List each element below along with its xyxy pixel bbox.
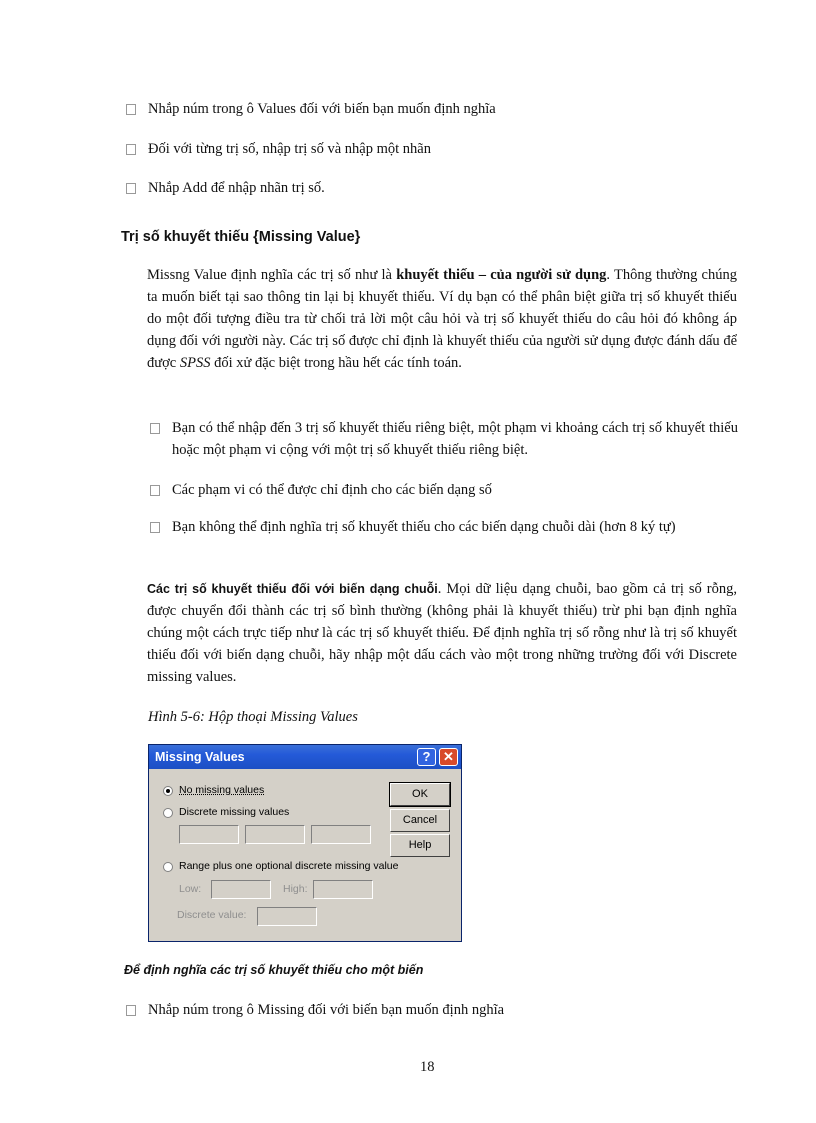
cancel-button[interactable]: Cancel bbox=[390, 809, 450, 832]
bullet-box-icon bbox=[150, 522, 160, 533]
bullet-box-icon bbox=[126, 144, 136, 155]
figure-caption: Hình 5-6: Hộp thoại Missing Values bbox=[148, 709, 358, 725]
list-item: Nhắp Add để nhập nhãn trị số. bbox=[126, 177, 325, 199]
list-item: Bạn có thể nhập đến 3 trị số khuyết thiếu riêng biệt, một phạm vi khoảng cách trị số khuyết thiếu hoặc một phạm vi cộng với một trị số khuyết thiếu riêng biệt. bbox=[150, 417, 738, 461]
bullet-box-icon bbox=[150, 485, 160, 496]
close-icon[interactable]: ✕ bbox=[439, 748, 458, 766]
list-item: Nhắp núm trong ô Missing đối với biến bạn muốn định nghĩa bbox=[126, 999, 504, 1021]
dialog-title: Missing Values bbox=[155, 750, 245, 764]
low-label: Low: bbox=[179, 883, 202, 895]
help-button[interactable]: Help bbox=[390, 834, 450, 857]
discrete-value-field-3[interactable] bbox=[311, 825, 371, 844]
bullet-box-icon bbox=[126, 1005, 136, 1016]
radio-range[interactable] bbox=[163, 862, 173, 872]
radio-no-missing[interactable] bbox=[163, 786, 173, 796]
string-missing-paragraph: Các trị số khuyết thiếu đối với biến dạng chuỗi. Mọi dữ liệu dạng chuỗi, bao gồm cả trị số rỗng, được chuyển đổi thành các trị số bình thường (không phải là khuyết thiếu) trừ phi bạn định nghĩa chúng một cách trực tiếp như là các trị số khuyết thiếu. Để định nghĩa trị số rỗng như là trị số khuyết thiếu đối với biến dạng chuỗi, hãy nhập một dấu cách vào một trong những trường đối với Discrete missing values. bbox=[147, 581, 737, 685]
list-item: Bạn không thể định nghĩa trị số khuyết thiếu cho các biến dạng chuỗi dài (hơn 8 ký tự) bbox=[150, 516, 738, 538]
bullet-box-icon bbox=[150, 423, 160, 434]
help-title-button[interactable]: ? bbox=[417, 748, 436, 766]
dialog-titlebar bbox=[149, 745, 461, 769]
low-field[interactable] bbox=[211, 880, 271, 899]
high-label: High: bbox=[283, 883, 308, 895]
list-item: Các phạm vi có thể được chỉ định cho các biến dạng số bbox=[150, 479, 492, 501]
option-discrete-label: Discrete missing values bbox=[179, 806, 290, 818]
page-number: 18 bbox=[420, 1059, 435, 1075]
high-field[interactable] bbox=[313, 880, 373, 899]
missing-values-dialog bbox=[148, 744, 462, 942]
discrete-value-label: Discrete value: bbox=[177, 909, 247, 921]
radio-discrete[interactable] bbox=[163, 808, 173, 818]
option-no-missing-label: No missing values bbox=[179, 784, 265, 796]
discrete-value-field-1[interactable] bbox=[179, 825, 239, 844]
ok-button[interactable]: OK bbox=[390, 783, 450, 806]
section-heading: Trị số khuyết thiếu {Missing Value} bbox=[121, 229, 361, 245]
discrete-value-field-2[interactable] bbox=[245, 825, 305, 844]
intro-paragraph: Missng Value định nghĩa các trị số như là khuyết thiếu – của người sử dụng. Thông thường chúng ta muốn biết tại sao thông tin lại bị khuyết thiếu. Ví dụ bạn có thể phân biệt giữa trị số khuyết thiếu do một đối tượng điều tra từ chối trả lời một câu hỏi và trị số khuyết thiếu do câu hỏi đó không áp dụng đối với người này. Các trị số được chỉ định là khuyết thiếu của người sử dụng được đánh dấu để được SPSS đối xử đặc biệt trong hầu hết các tính toán. bbox=[147, 267, 737, 371]
procedure-heading: Để định nghĩa các trị số khuyết thiếu cho một biến bbox=[124, 963, 424, 977]
option-range-label: Range plus one optional discrete missing value bbox=[179, 860, 399, 872]
list-item: Nhắp núm trong ô Values đối với biến bạn muốn định nghĩa bbox=[126, 98, 496, 120]
discrete-value-field[interactable] bbox=[257, 907, 317, 926]
bullet-box-icon bbox=[126, 104, 136, 115]
bullet-box-icon bbox=[126, 183, 136, 194]
list-item: Đối với từng trị số, nhập trị số và nhập một nhãn bbox=[126, 138, 431, 160]
